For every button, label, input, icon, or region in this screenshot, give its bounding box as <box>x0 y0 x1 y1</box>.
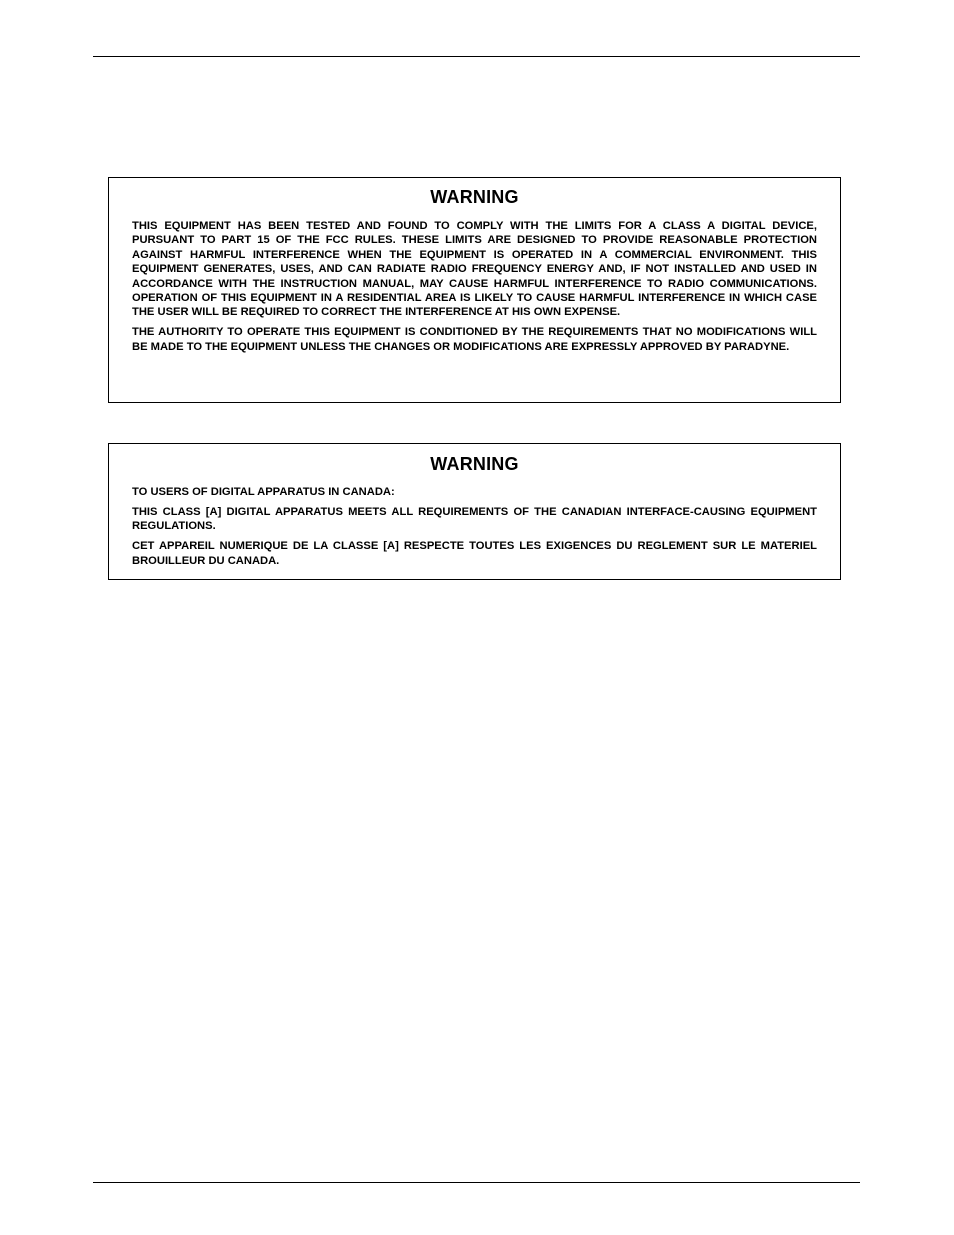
fcc-compliance-paragraph: THIS EQUIPMENT HAS BEEN TESTED AND FOUND TO COMPLY WITH THE LIMITS FOR A CLASS A DIGITAL DEVICE, PURSUANT TO PART 15 OF THE FCC RULES. THESE LIMITS ARE DESIGNED TO PROVIDE REASONABLE PROTECTION AGAINST HARMFUL INTERFERENCE WHEN THE EQUIPMENT IS OPERATED IN A COMMERCIAL ENVIRONMENT. THIS EQUIPMENT GENERATES, USES, AND CAN RADIATE RADIO FREQUENCY ENERGY AND, IF NOT INSTALLED AND USED IN ACCORDANCE WITH THE INSTRUCTION MANUAL, MAY CAUSE HARMFUL INTERFERENCE TO RADIO COMMUNICATIONS. OPERATION OF THIS EQUIPMENT IN A RESIDENTIAL AREA IS LIKELY TO CAUSE HARMFUL INTERFERENCE IN WHICH CASE THE USER WILL BE REQUIRED TO CORRECT THE INTERFERENCE AT HIS OWN EXPENSE. <box>132 220 817 319</box>
fcc-warning-box <box>108 177 841 403</box>
warning-title: WARNING <box>430 187 519 207</box>
canada-intro-paragraph: TO USERS OF DIGITAL APPARATUS IN CANADA: <box>132 486 395 498</box>
warning-title: WARNING <box>430 454 519 474</box>
canada-french-paragraph: CET APPAREIL NUMERIQUE DE LA CLASSE [A] RESPECTE TOUTES LES EXIGENCES DU REGLEMENT SUR LE MATERIEL BROUILLEUR DU CANADA. <box>132 540 817 567</box>
canada-english-paragraph: THIS CLASS [A] DIGITAL APPARATUS MEETS ALL REQUIREMENTS OF THE CANADIAN INTERFACE-CAUSING EQUIPMENT REGULATIONS. <box>132 505 817 533</box>
header-rule <box>93 56 860 57</box>
authority-paragraph: THE AUTHORITY TO OPERATE THIS EQUIPMENT IS CONDITIONED BY THE REQUIREMENTS THAT NO MODIFICATIONS WILL BE MADE TO THE EQUIPMENT UNLESS THE CHANGES OR MODIFICATIONS ARE EXPRESSLY APPROVED BY PARADYNE. <box>132 326 817 353</box>
footer-rule <box>93 1182 860 1183</box>
canada-warning-box <box>108 443 841 580</box>
